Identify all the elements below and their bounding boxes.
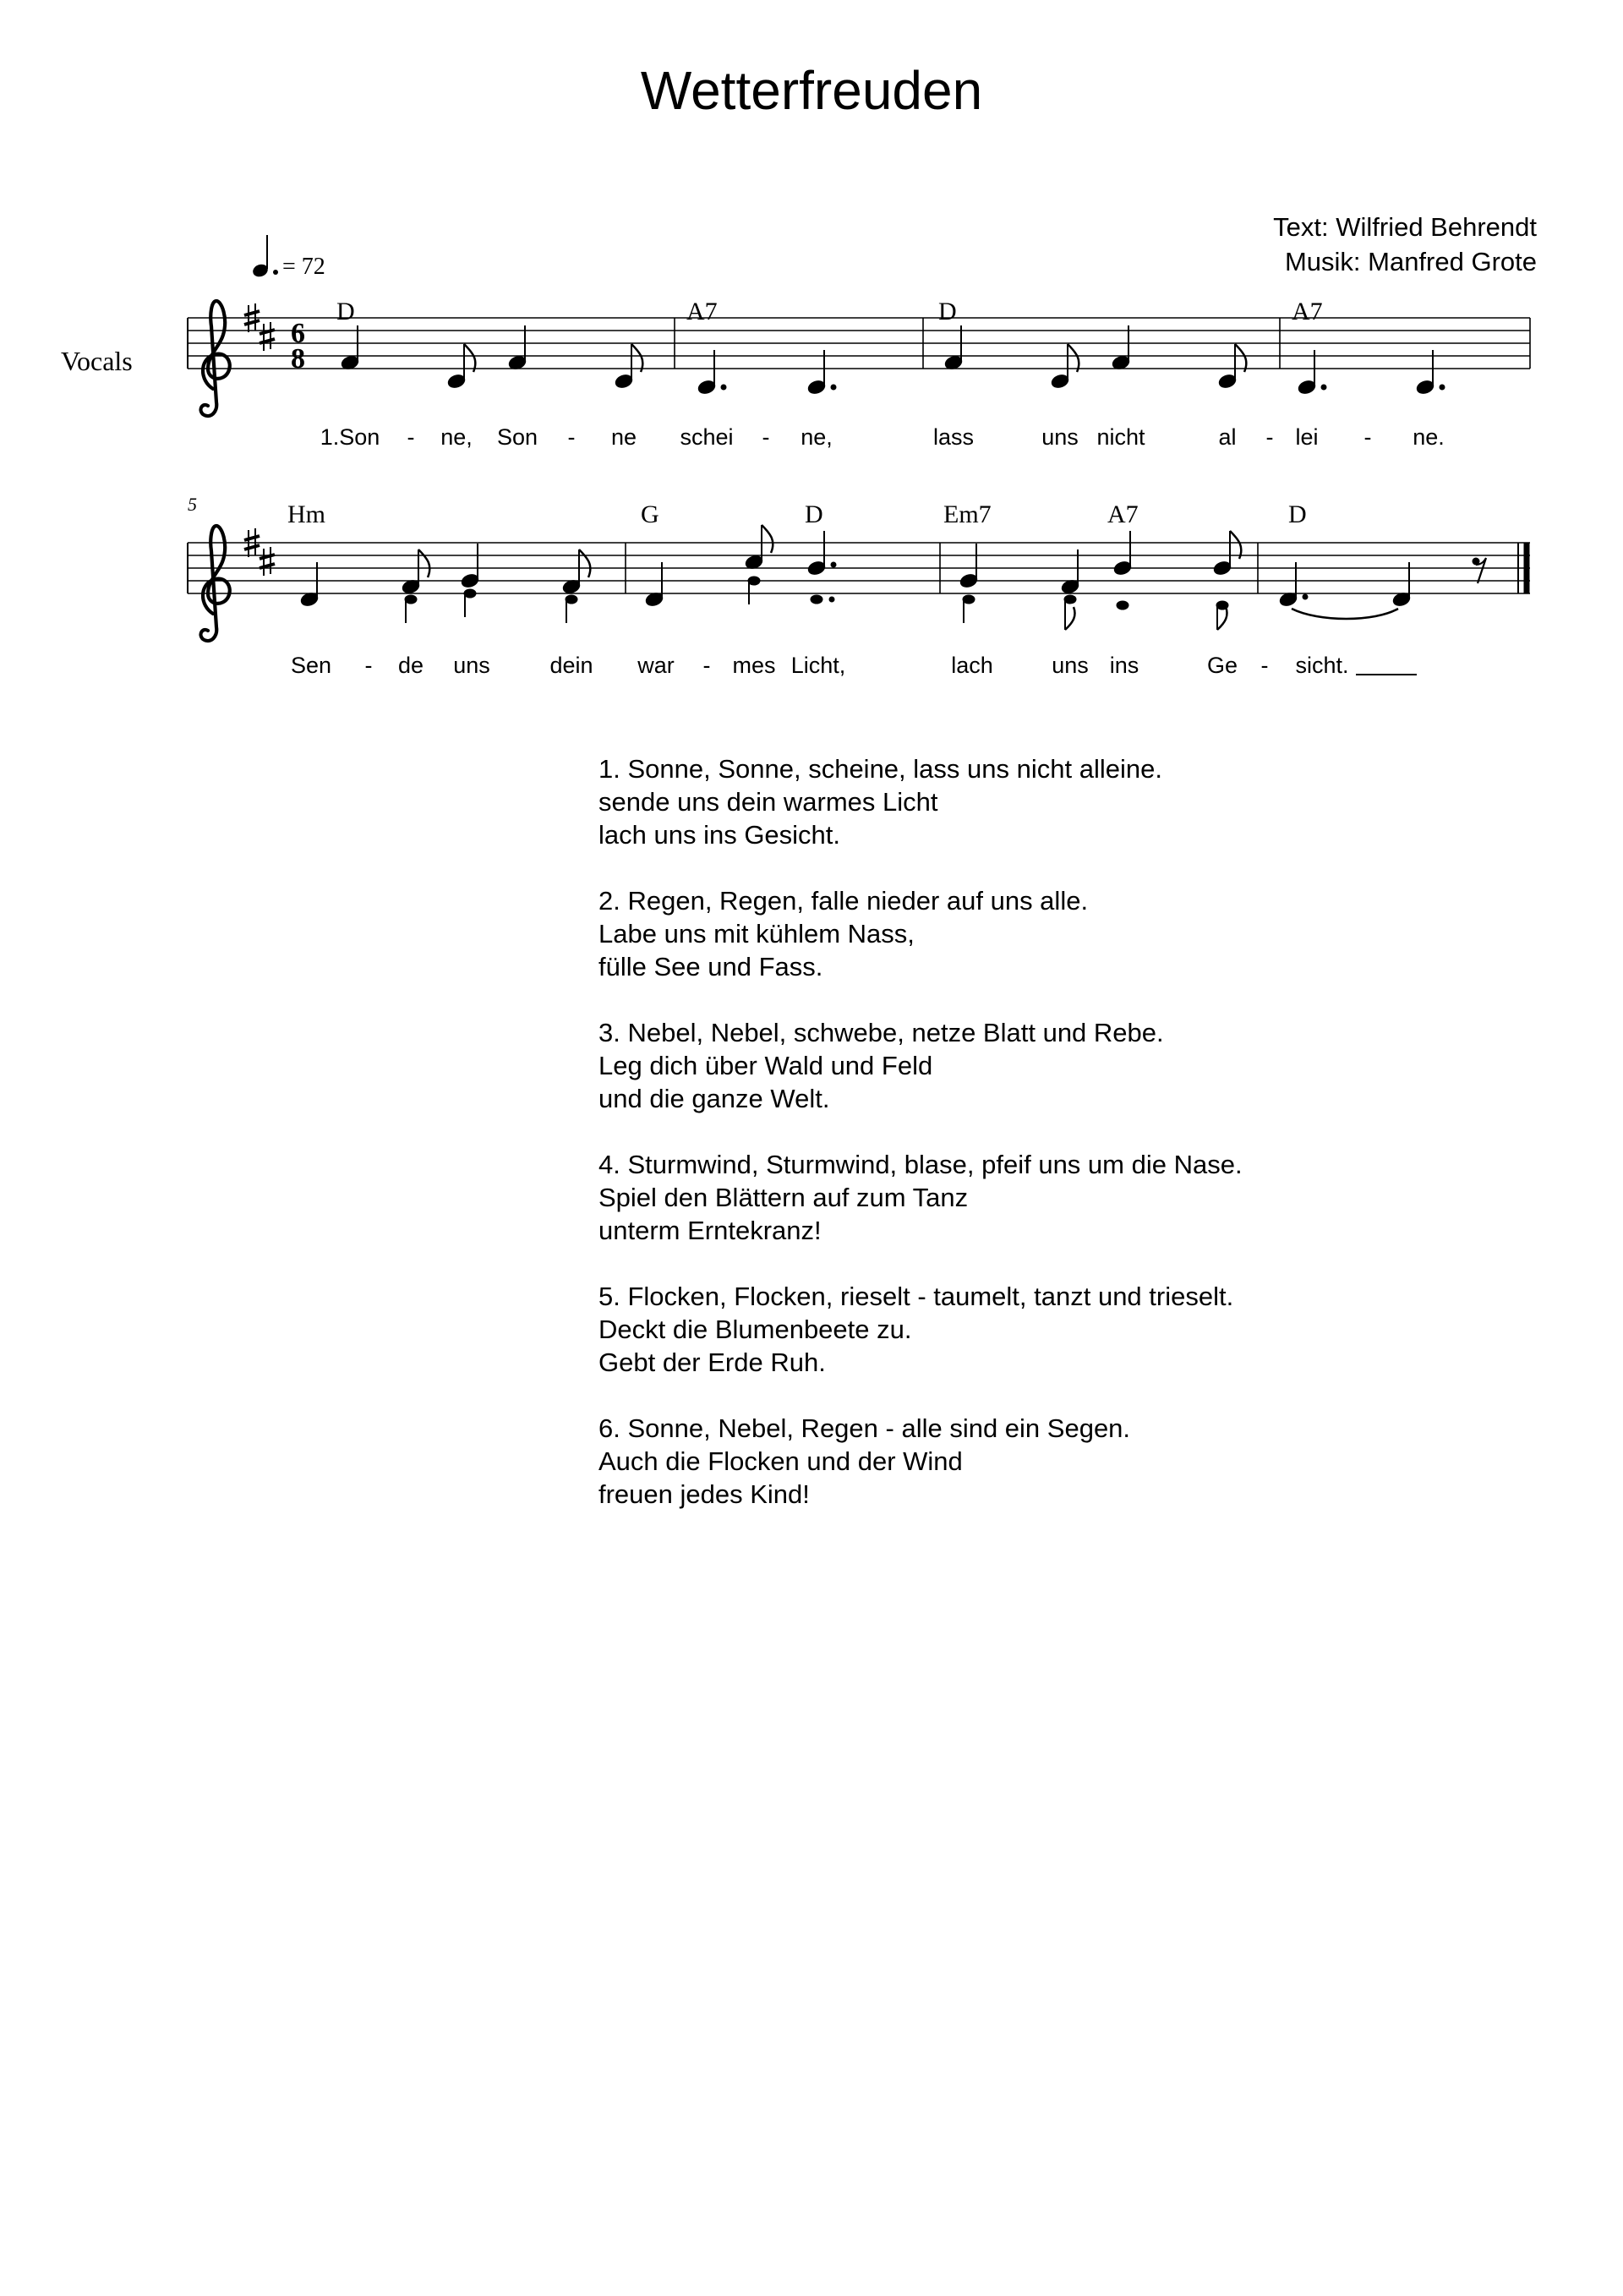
lyricist-credit: Text: Wilfried Behrendt — [1273, 212, 1537, 242]
verse-1 — [598, 752, 1243, 851]
note — [405, 595, 417, 604]
verse-line: 3. Nebel, Nebel, schwebe, netze Blatt und Rebe. — [598, 1018, 1164, 1047]
chord-symbol: G — [641, 500, 659, 528]
lyric-syllable: ne. — [1413, 424, 1445, 450]
lyric-syllable: uns — [1052, 653, 1089, 678]
lyric-syllable: lei — [1295, 424, 1319, 450]
lyric-syllable: al — [1218, 424, 1237, 450]
chord-symbol: D — [1288, 500, 1307, 528]
lyric-syllable: nicht — [1096, 424, 1145, 450]
verses-block — [598, 752, 1243, 1544]
time-signature-denominator: 8 — [291, 343, 305, 374]
key-signature-sharp-c — [260, 322, 275, 351]
verse-3 — [598, 1016, 1243, 1115]
verse-6 — [598, 1412, 1243, 1511]
lyric-syllable: Son — [496, 424, 538, 450]
lyric-syllable: 1.Son — [320, 424, 380, 450]
verse-line: freuen jedes Kind! — [598, 1479, 810, 1509]
verse-line: unterm Erntekranz! — [598, 1216, 822, 1245]
note — [464, 589, 476, 598]
key-signature-sharp-c — [260, 547, 275, 576]
chord-symbol: A7 — [686, 298, 718, 325]
notes-system-2 — [299, 525, 1486, 630]
lyric-syllable: ins — [1109, 653, 1139, 678]
chord-symbol: A7 — [1292, 298, 1323, 325]
verse-5 — [598, 1280, 1243, 1379]
chord-symbol: D — [938, 298, 957, 325]
lyric-syllable: sicht. — [1295, 653, 1349, 678]
verse-line: Spiel den Blättern auf zum Tanz — [598, 1183, 969, 1212]
chord-symbol: D — [805, 500, 823, 528]
lyric-syllable: - — [702, 653, 711, 678]
verse-line: 2. Regen, Regen, falle nieder auf uns alle. — [598, 886, 1089, 916]
lyric-syllable: de — [397, 653, 424, 678]
lyric-syllable: schei — [680, 424, 734, 450]
verse-line: Gebt der Erde Ruh. — [598, 1348, 826, 1377]
lyric-syllable: Sen — [290, 653, 332, 678]
note — [748, 577, 760, 585]
verse-line: fülle See und Fass. — [598, 952, 823, 981]
eighth-rest-icon — [1473, 558, 1486, 583]
verse-line: Labe uns mit kühlem Nass, — [598, 919, 915, 948]
chord-symbol: Hm — [287, 500, 325, 528]
notes-system-1 — [340, 325, 1445, 396]
lyric-syllable: uns — [453, 653, 490, 678]
verse-line: 6. Sonne, Nebel, Regen - alle sind ein Segen. — [598, 1413, 1131, 1443]
tempo-marking — [251, 235, 325, 280]
page-title: Wetterfreuden — [640, 60, 983, 121]
lyric-syllable: - — [567, 424, 576, 450]
lyric-syllable: Licht, — [790, 653, 846, 678]
sheet-music-score — [0, 0, 1623, 761]
tempo-value: = 72 — [282, 254, 325, 280]
chord-symbols-system-2 — [287, 500, 1307, 528]
verse-4 — [598, 1148, 1243, 1247]
verse-line: lach uns ins Gesicht. — [598, 820, 841, 850]
verse-line: und die ganze Welt. — [598, 1084, 830, 1113]
chord-symbols-system-1 — [336, 298, 1323, 325]
lyric-syllable: - — [1363, 424, 1372, 450]
lyric-syllable: mes — [732, 653, 776, 678]
verse-line: sende uns dein warmes Licht — [598, 787, 938, 817]
lyric-syllable: lach — [951, 653, 993, 678]
lyric-syllable: ne, — [801, 424, 833, 450]
note — [1064, 595, 1076, 604]
verse-line: 4. Sturmwind, Sturmwind, blase, pfeif uns um die Nase. — [598, 1150, 1243, 1179]
lyric-syllable: - — [762, 424, 770, 450]
lyric-syllable: lass — [932, 424, 975, 450]
lyric-syllable: - — [1260, 653, 1269, 678]
composer-credit: Musik: Manfred Grote — [1284, 247, 1537, 276]
lyric-syllable: dein — [549, 653, 593, 678]
verse-line: 1. Sonne, Sonne, scheine, lass uns nicht alleine. — [598, 754, 1162, 784]
lyric-syllable: Ge — [1206, 653, 1238, 678]
note — [1117, 601, 1128, 610]
lyric-syllable: ne — [610, 424, 637, 450]
staff-system-1 — [188, 298, 1530, 450]
lyric-syllable: war — [637, 653, 675, 678]
chord-symbol: D — [336, 298, 355, 325]
verse-line: Deckt die Blumenbeete zu. — [598, 1315, 912, 1344]
verse-line: 5. Flocken, Flocken, rieselt - taumelt, tanzt und trieselt. — [598, 1282, 1234, 1311]
lyric-syllable: - — [364, 653, 373, 678]
chord-symbol: A7 — [1107, 500, 1139, 528]
note — [963, 595, 975, 604]
instrument-label: Vocals — [61, 346, 133, 376]
staff-system-2 — [188, 494, 1530, 678]
lyric-syllable: - — [407, 424, 415, 450]
verse-2 — [598, 884, 1243, 983]
measure-number: 5 — [188, 494, 197, 515]
verse-line: Auch die Flocken und der Wind — [598, 1446, 963, 1476]
verse-line: Leg dich über Wald und Feld — [598, 1051, 933, 1080]
staff-lines — [188, 543, 1530, 593]
note — [566, 595, 577, 604]
staff-lines — [188, 318, 1530, 369]
note — [811, 595, 822, 604]
lyric-syllable: - — [1265, 424, 1274, 450]
chord-symbol: Em7 — [943, 500, 992, 528]
lyrics-system-1 — [320, 424, 1445, 450]
lyric-syllable: uns — [1041, 424, 1079, 450]
lyrics-system-2 — [291, 653, 1349, 678]
lyric-syllable: ne, — [440, 424, 473, 450]
time-signature-numerator: 6 — [291, 318, 305, 349]
